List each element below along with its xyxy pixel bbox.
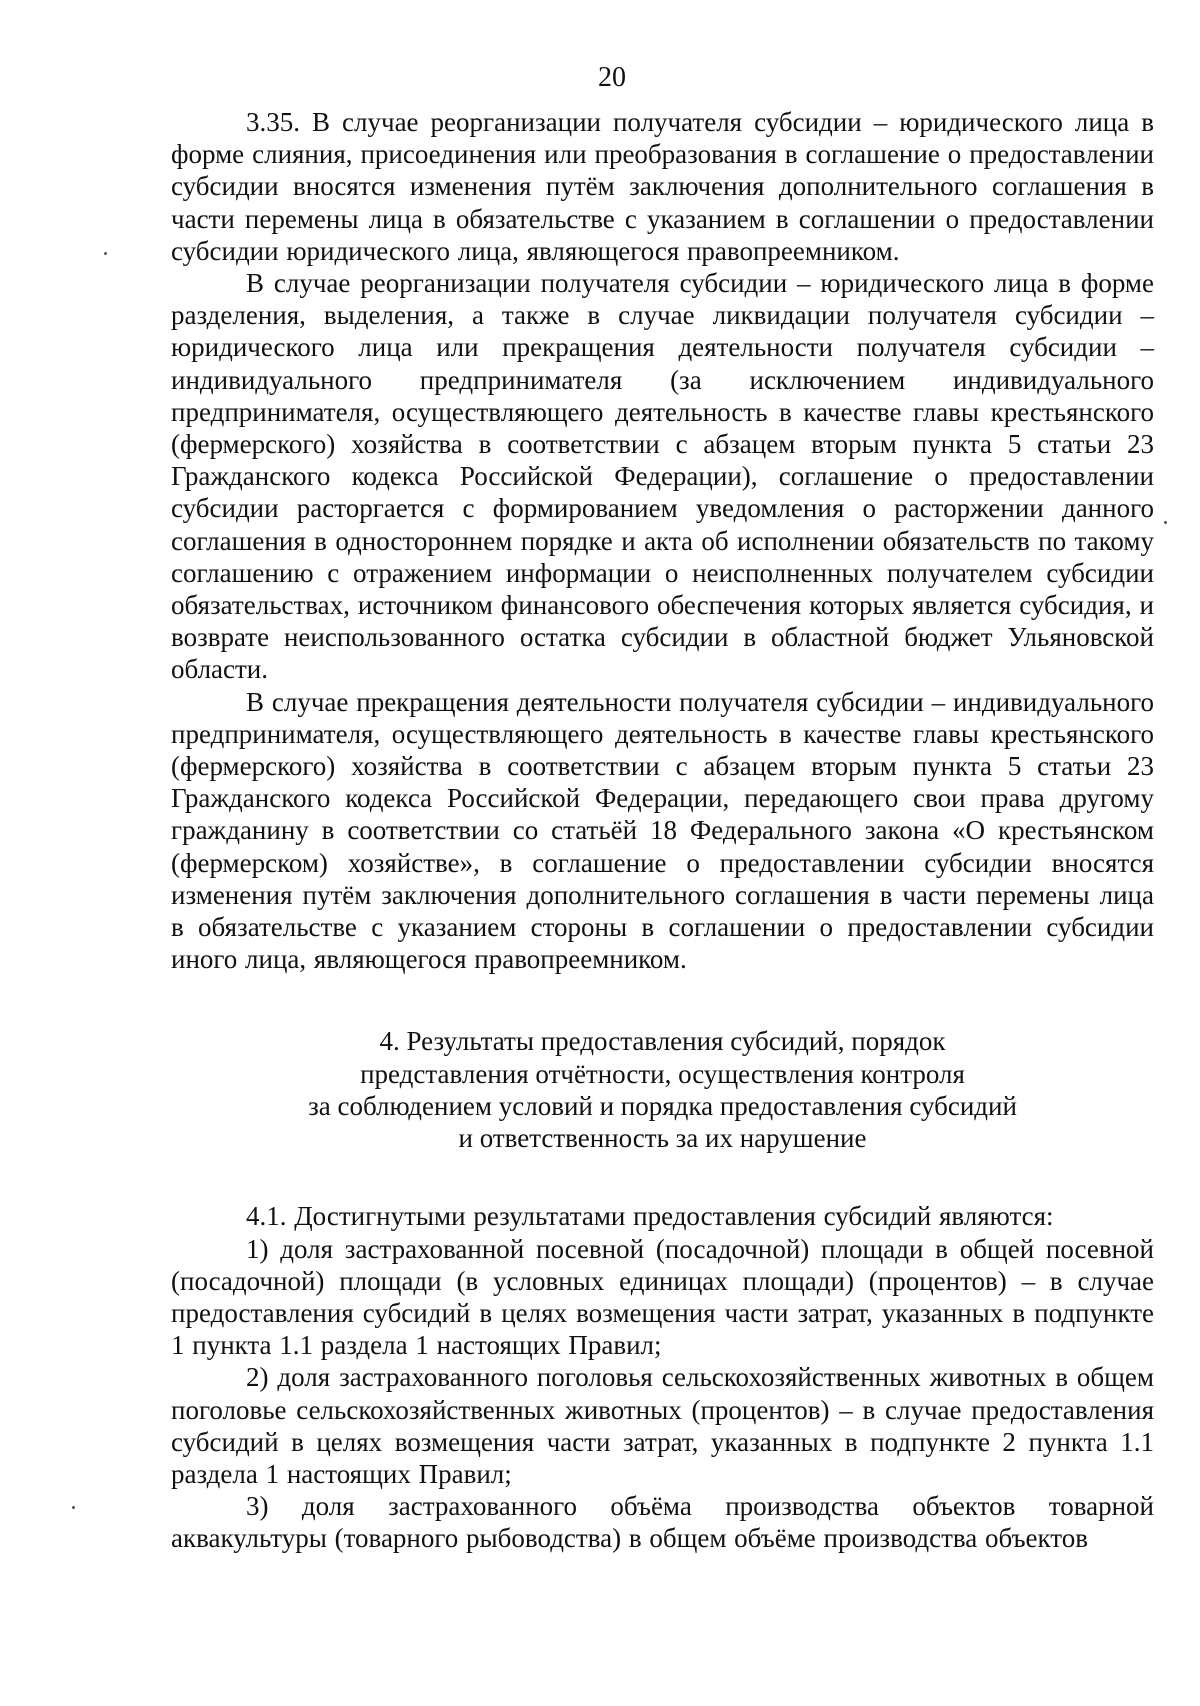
clause-4-1: 4.1. Достигнутыми результатами предоставления субсидий являются: (246, 1201, 1054, 1232)
paragraph-3-35: 3.35. В случае реорганизации получателя субсидии – юридического лица в форме слияния, присоединения или преобразования в соглашение о предоставлении субсидии вносятся изменения путём заключения дополнительного соглашения в части перемены лица в обязательстве с указанием в соглашении о предоставлении субсидии юридического лица, являющегося правопреемником. (171, 107, 1154, 266)
scan-speck (104, 252, 107, 255)
section-heading-line: и ответственность за их нарушение (458, 1123, 867, 1154)
result-item-2: 2) доля застрахованного поголовья сельскохозяйственных животных в общем поголовье сельскохозяйственных животных (процентов) – в случае предоставления субсидий в целях возмещения части затрат, указанных в подпункте 2 пункта 1.1 раздела 1 настоящих Правил; (171, 1362, 1154, 1489)
section-4-heading (171, 1025, 1154, 1154)
paragraph-reorganization-division: В случае реорганизации получателя субсидии – юридического лица в форме разделения, выделения, а также в случае ликвидации получателя субсидии – юридического лица или прекращения деятельности получателя субсидии – индивидуального предпринимателя (за исключением индивидуального предпринимателя, осуществляющего деятельность в качестве главы крестьянского (фермерского) хозяйства в соответствии с абзацем вторым пункта 5 статьи 23 Гражданского кодекса Российской Федерации), соглашение о предоставлении субсидии расторгается с формированием уведомления о расторжении данного соглашения в одностороннем порядке и акта об исполнении обязательств по такому соглашению с отражением информации о неисполненных получателем субсидии обязательствах, источником финансового обеспечения которых является субсидия, и возврате неиспользованного остатка субсидии в областной бюджет Ульяновской области. (171, 268, 1154, 685)
scan-speck (72, 1506, 75, 1509)
result-item-1: 1) доля застрахованной посевной (посадочной) площади в общей посевной (посадочной) площади (в условных единицах площади) (процентов) – в случае предоставления субсидий в целях возмещения части затрат, указанных в подпункте 1 пункта 1.1 раздела 1 настоящих Правил; (171, 1233, 1154, 1361)
page-number: 20 (598, 62, 626, 93)
result-item-3: 3) доля застрахованного объёма производства объектов товарной аквакультуры (товарного рыбоводства) в общем объёме производства объектов (171, 1491, 1154, 1554)
scan-speck (1164, 521, 1167, 524)
paragraph-termination-entrepreneur: В случае прекращения деятельности получателя субсидии – индивидуального предпринимателя, осуществляющего деятельность в качестве главы крестьянского (фермерского) хозяйства в соответствии с абзацем вторым пункта 5 статьи 23 Гражданского кодекса Российской Федерации, передающего свои права другому гражданину в соответствии со статьёй 18 Федерального закона «О крестьянском (фермерском) хозяйстве», в соглашение о предоставлении субсидии вносятся изменения путём заключения дополнительного соглашения в части перемены лица в обязательстве с указанием стороны в соглашении о предоставлении субсидии иного лица, являющегося правопреемником. (171, 686, 1154, 975)
section-heading-line: 4. Результаты предоставления субсидий, порядок (379, 1026, 946, 1057)
document-body (171, 106, 1154, 1555)
section-heading-line: представления отчётности, осуществления контроля (360, 1058, 965, 1089)
section-heading-line: за соблюдением условий и порядка предоставления субсидий (308, 1090, 1017, 1121)
